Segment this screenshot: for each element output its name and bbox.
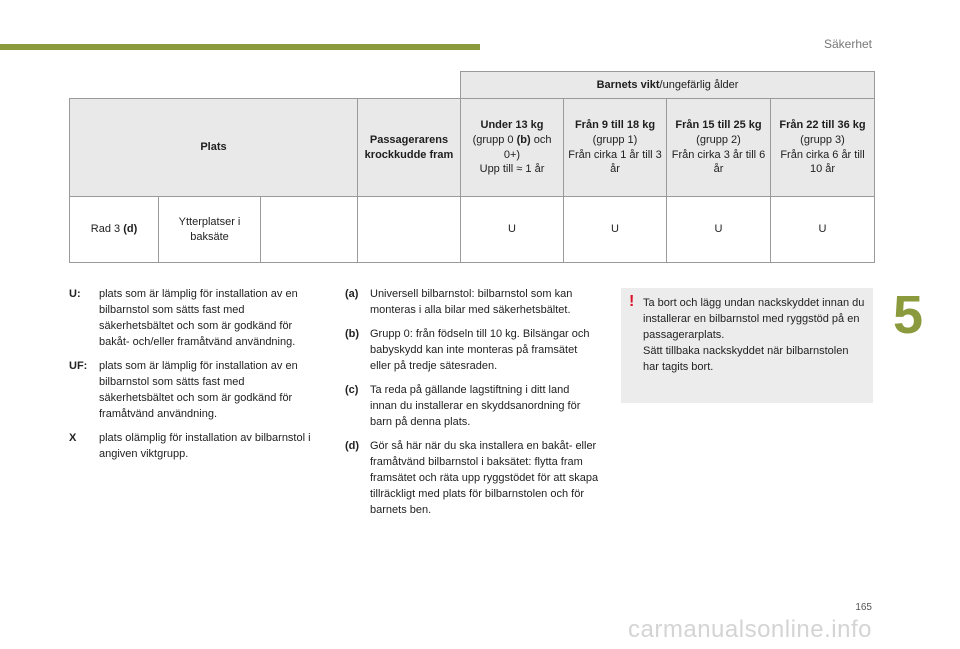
footnote-item: (c) Ta reda på gällande lagstiftning i ditt land innan du installerar en skyddsanordning för barn på denna plats.: [345, 384, 581, 428]
legend-item: U: plats som är lämplig för installation av en bilbarnstol som sätts fast med säkerhetsbältet och som är godkänd för bakåt- och/eller framåtvänd användning.: [69, 288, 298, 348]
legend-item: UF: plats som är lämplig för installation av en bilbarnstol som sätts fast med säkerhetsbältet och som är godkänd för framåtvänd användning.: [69, 360, 298, 420]
row-value-3: U: [771, 197, 875, 263]
footnote-item: (b) Grupp 0: från födseln till 10 kg. Bilsängar och babyskydd kan inte monteras på framsätet eller på tredje sätesraden.: [345, 328, 590, 372]
warning-box: [621, 288, 873, 403]
warning-icon: !: [629, 293, 635, 310]
footnotes: [345, 286, 599, 526]
row-value-0: U: [461, 197, 564, 263]
row-value-2: U: [667, 197, 771, 263]
chapter-number: 5: [893, 285, 924, 345]
watermark: carmanualsonline.info: [628, 616, 872, 643]
warning-text: Ta bort och lägg undan nackskyddet innan du installerar en bilbarnstol med ryggstöd på en passagerarplats. Sätt tillbaka nackskyddet när bilbarnstolen har tagits bort.: [643, 297, 865, 373]
child-seat-table: [69, 71, 875, 263]
footnote-item: (a) Universell bilbarnstol: bilbarnstol som kan monteras i alla bilar med säkerhetsbältet.: [345, 288, 573, 316]
row-value-1: U: [564, 197, 667, 263]
row-empty-cell: [261, 197, 358, 263]
col-weight-1: Från 9 till 18 kg (grupp 1) Från cirka 1 år till 3 år: [564, 99, 667, 197]
footnote-item: (d) Gör så här när du ska installera en bakåt- eller framåtvänd bilbarnstol i baksätet: flytta fram framsätet och räta upp ryggstödet för att skapa tillräckligt med plats för bilbarnstolen och för barnets ben.: [345, 440, 599, 516]
col-weight-2: Från 15 till 25 kg (grupp 2) Från cirka 3 år till 6 år: [667, 99, 771, 197]
legend-item: X plats olämplig för installation av bilbarnstol i angiven viktgrupp.: [69, 432, 311, 460]
section-title: Säkerhet: [823, 37, 872, 51]
table-blank-cell: [70, 72, 461, 99]
legend: [69, 286, 321, 470]
col-plats: Plats: [70, 99, 358, 197]
row-label: Rad 3 (d): [70, 197, 159, 263]
col-passenger-airbag: Passagerarens krockkudde fram: [358, 99, 461, 197]
header-accent-bar: [0, 44, 480, 50]
col-weight-0: Under 13 kg (grupp 0 (b) och 0+) Upp till ≈ 1 år: [461, 99, 564, 197]
row-position: Ytterplatser i baksäte: [159, 197, 261, 263]
page-number: 165: [855, 602, 872, 613]
row-airbag-cell: [358, 197, 461, 263]
col-weight-3: Från 22 till 36 kg (grupp 3) Från cirka 6 år till 10 år: [771, 99, 875, 197]
weight-group-header: Barnets vikt/ungefärlig ålder: [461, 72, 875, 99]
